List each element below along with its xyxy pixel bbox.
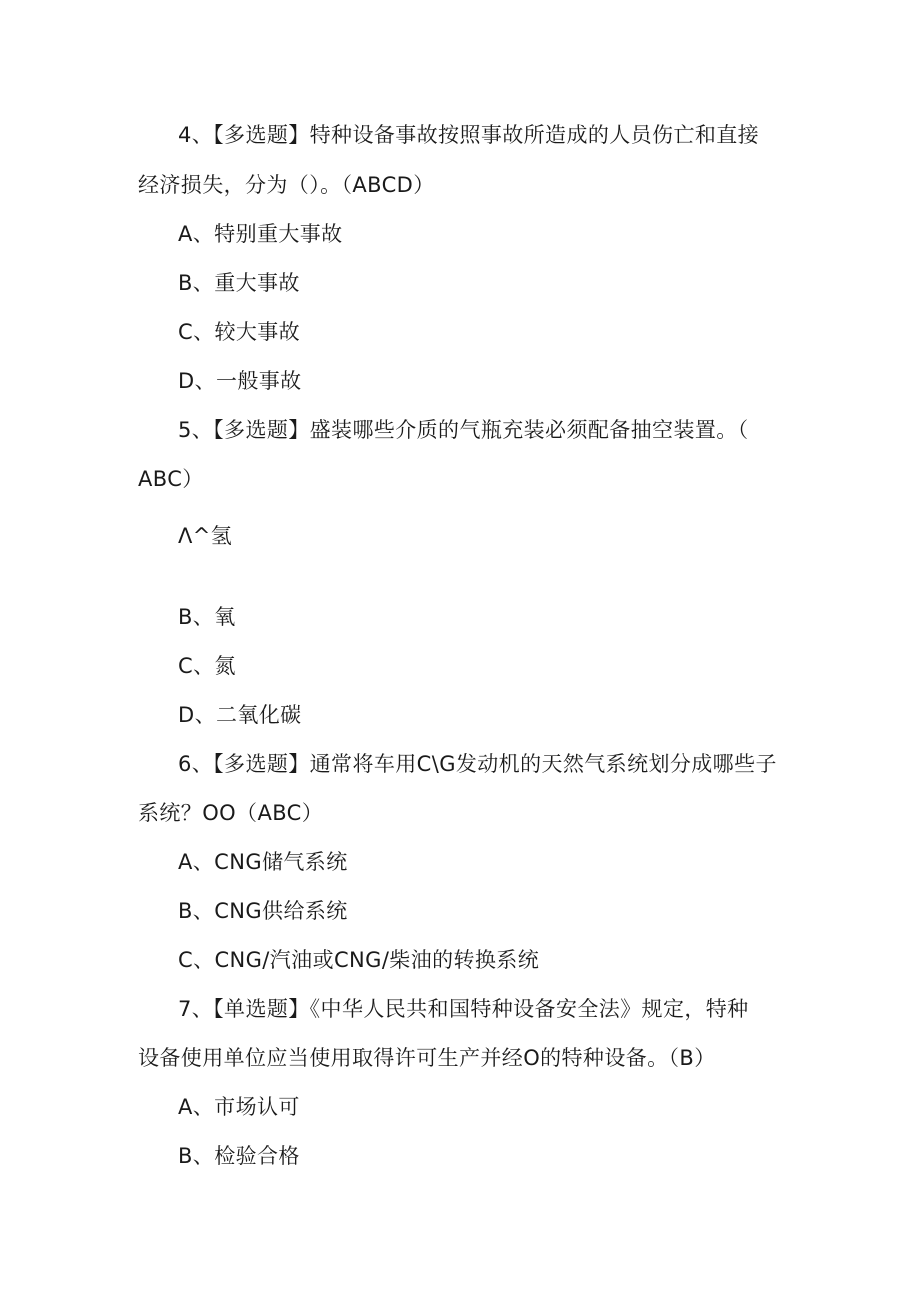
question-4-text-line1: 4、【多选题】特种设备事故按照事故所造成的人员伤亡和直接 [178,123,760,147]
question-6-text-line1: 6、【多选题】通常将车用C\G发动机的天然气系统划分成哪些子 [178,752,777,776]
question-4-text-line2: 经济损失，分为（）。（ABCD） [138,173,435,197]
question-6-option-c: C、CNG/汽油或CNG/柴油的转换系统 [178,948,540,972]
question-5-option-c: C、氮 [178,654,236,678]
question-7-option-a: A、市场认可 [178,1095,300,1119]
question-4-option-a: A、特别重大事故 [178,222,343,246]
question-4-option-b: B、重大事故 [178,271,300,295]
question-6-option-b: B、CNG供给系统 [178,899,348,923]
question-7-text-line2: 设备使用单位应当使用取得许可生产并经O的特种设备。（B） [138,1046,716,1070]
question-4-option-d: D、一般事故 [178,369,302,393]
question-7-option-b: B、检验合格 [178,1144,300,1168]
question-5-option-b: B、氧 [178,605,236,629]
question-5-text-line1: 5、【多选题】盛装哪些介质的气瓶充装必须配备抽空装置。（ [178,418,749,442]
question-7-text-line1: 7、【单选题】《中华人民共和国特种设备安全法》规定，特种 [178,997,749,1021]
question-5-text-line2: ABC） [138,467,204,491]
question-6-option-a: A、CNG储气系统 [178,850,348,874]
question-6-text-line2: 系统？OO（ABC） [138,801,324,825]
question-4-option-c: C、较大事故 [178,320,301,344]
question-5-option-d: D、二氧化碳 [178,703,302,727]
question-5-option-a: Λ^氢 [178,524,233,548]
